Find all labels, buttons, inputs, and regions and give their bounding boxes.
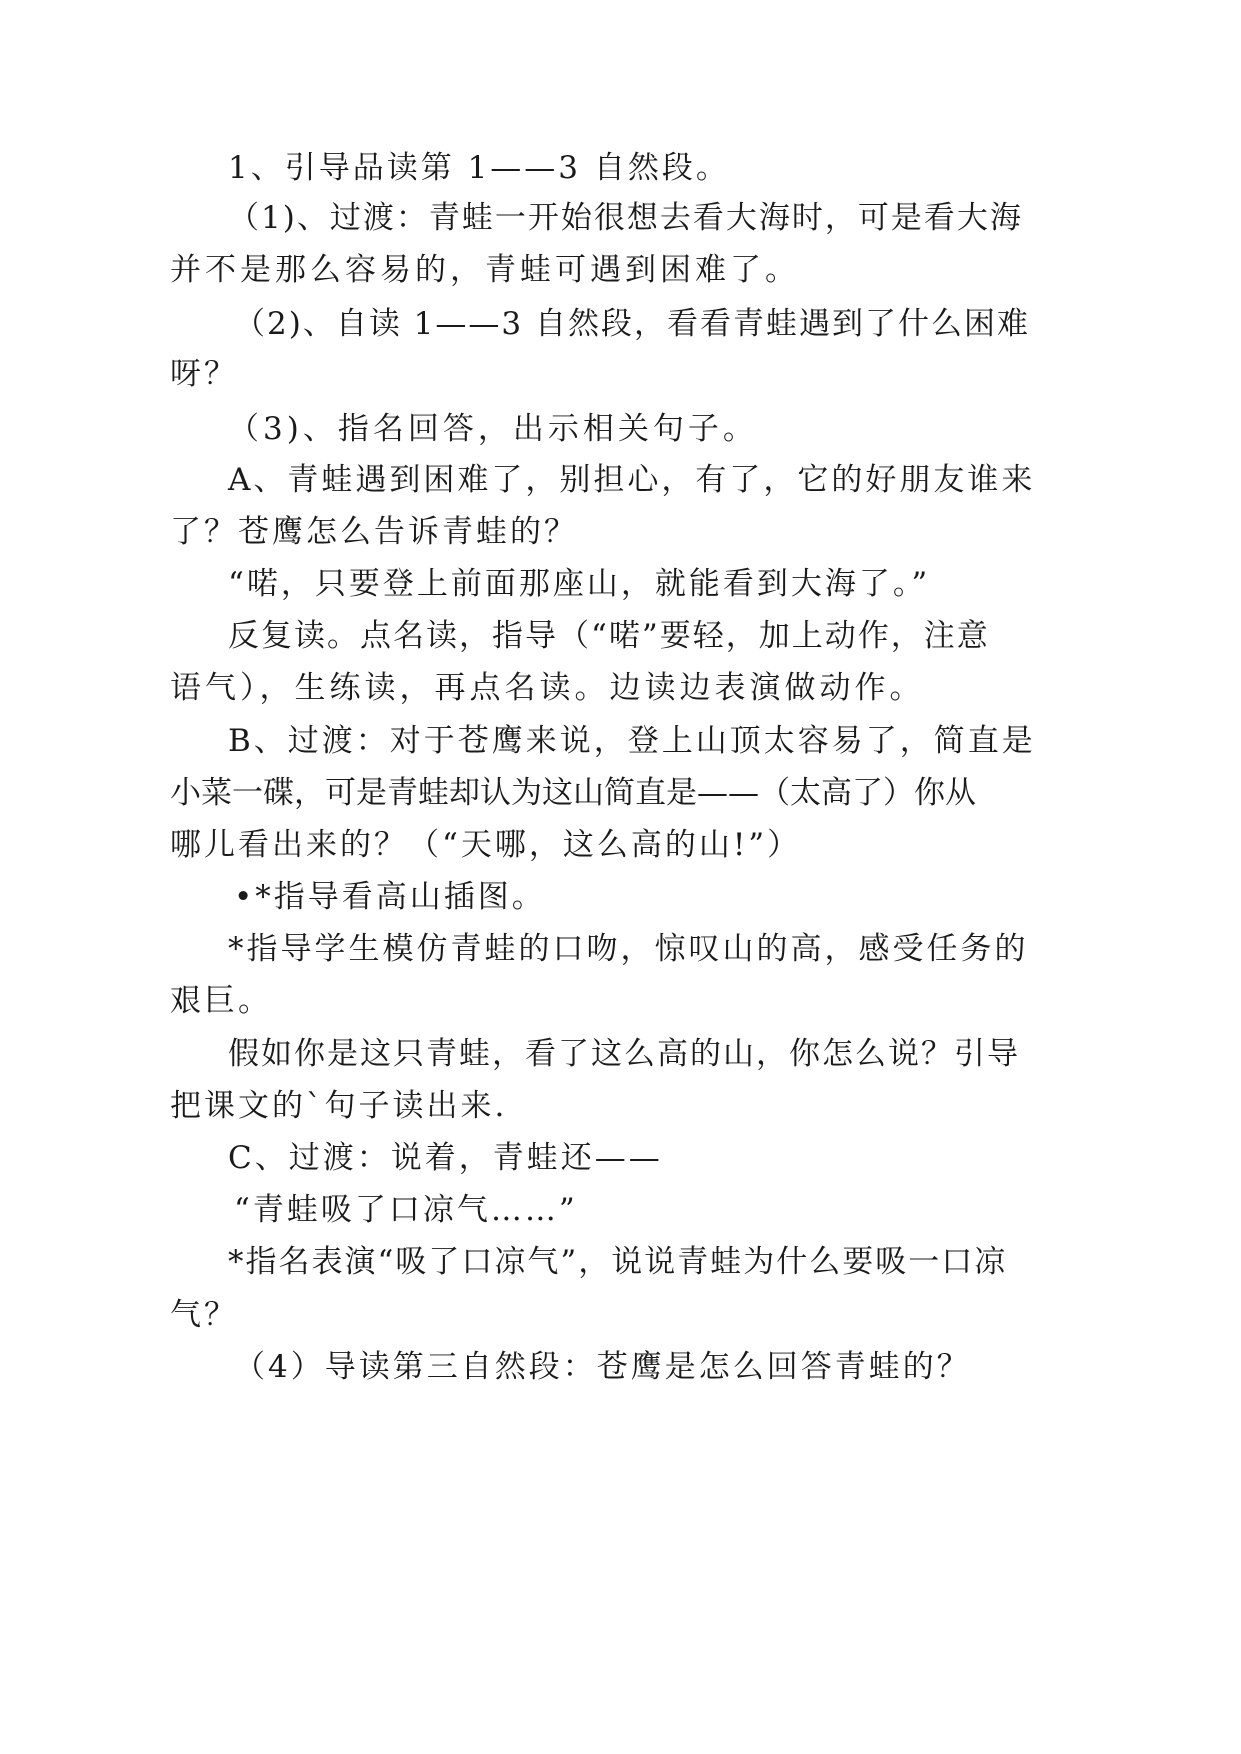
- text-line: •*指导看高山插图。: [234, 879, 546, 915]
- text-line: 艰巨。: [170, 983, 272, 1019]
- text-line: 假如你是这只青蛙，看了这么高的山，你怎么说？引导: [228, 1036, 1020, 1072]
- text-line: 气？: [170, 1297, 238, 1333]
- text-line: *指名表演“吸了口凉气”，说说青蛙为什么要吸一口凉: [228, 1244, 1008, 1280]
- text-line: （4）导读第三自然段：苍鹰是怎么回答青蛙的？: [234, 1349, 971, 1385]
- text-line: 小菜一碟，可是青蛙却认为这山简直是——（太高了）你从: [170, 775, 976, 811]
- text-line: （2)、自读 1——3 自然段，看看青蛙遇到了什么困难: [234, 306, 1030, 342]
- text-line: 哪儿看出来的？（“天哪，这么高的山!”）: [170, 827, 802, 863]
- text-line: C、过渡：说着，青蛙还——: [228, 1140, 663, 1176]
- text-line: 1、引导品读第 1——3 自然段。: [228, 150, 730, 186]
- text-line: （1)、过渡：青蛙一开始很想去看大海时，可是看大海: [228, 200, 1023, 236]
- text-line: B、过渡：对于苍鹰来说，登上山顶太容易了，简直是: [228, 723, 1036, 759]
- text-line: 语气），生练读，再点名读。边读边表演做动作。: [170, 670, 925, 706]
- text-line: 反复读。点名读，指导（“喏”要轻，加上动作，注意: [228, 618, 990, 654]
- text-line: *指导学生模仿青蛙的口吻，惊叹山的高，感受任务的: [228, 931, 1029, 967]
- text-line: “青蛙吸了口凉气……”: [234, 1192, 578, 1228]
- text-line: （3)、指名回答，出示相关句子。: [228, 411, 758, 447]
- text-line: 呀？: [170, 356, 238, 392]
- text-line: “喏，只要登上前面那座山，就能看到大海了。”: [228, 566, 931, 602]
- text-line: 把课文的`句子读出来.: [170, 1088, 508, 1124]
- text-line: A、青蛙遇到困难了，别担心，有了，它的好朋友谁来: [228, 462, 1036, 498]
- text-line: 了？苍鹰怎么告诉青蛙的？: [170, 514, 578, 550]
- text-line: 并不是那么容易的，青蛙可遇到困难了。: [170, 252, 800, 288]
